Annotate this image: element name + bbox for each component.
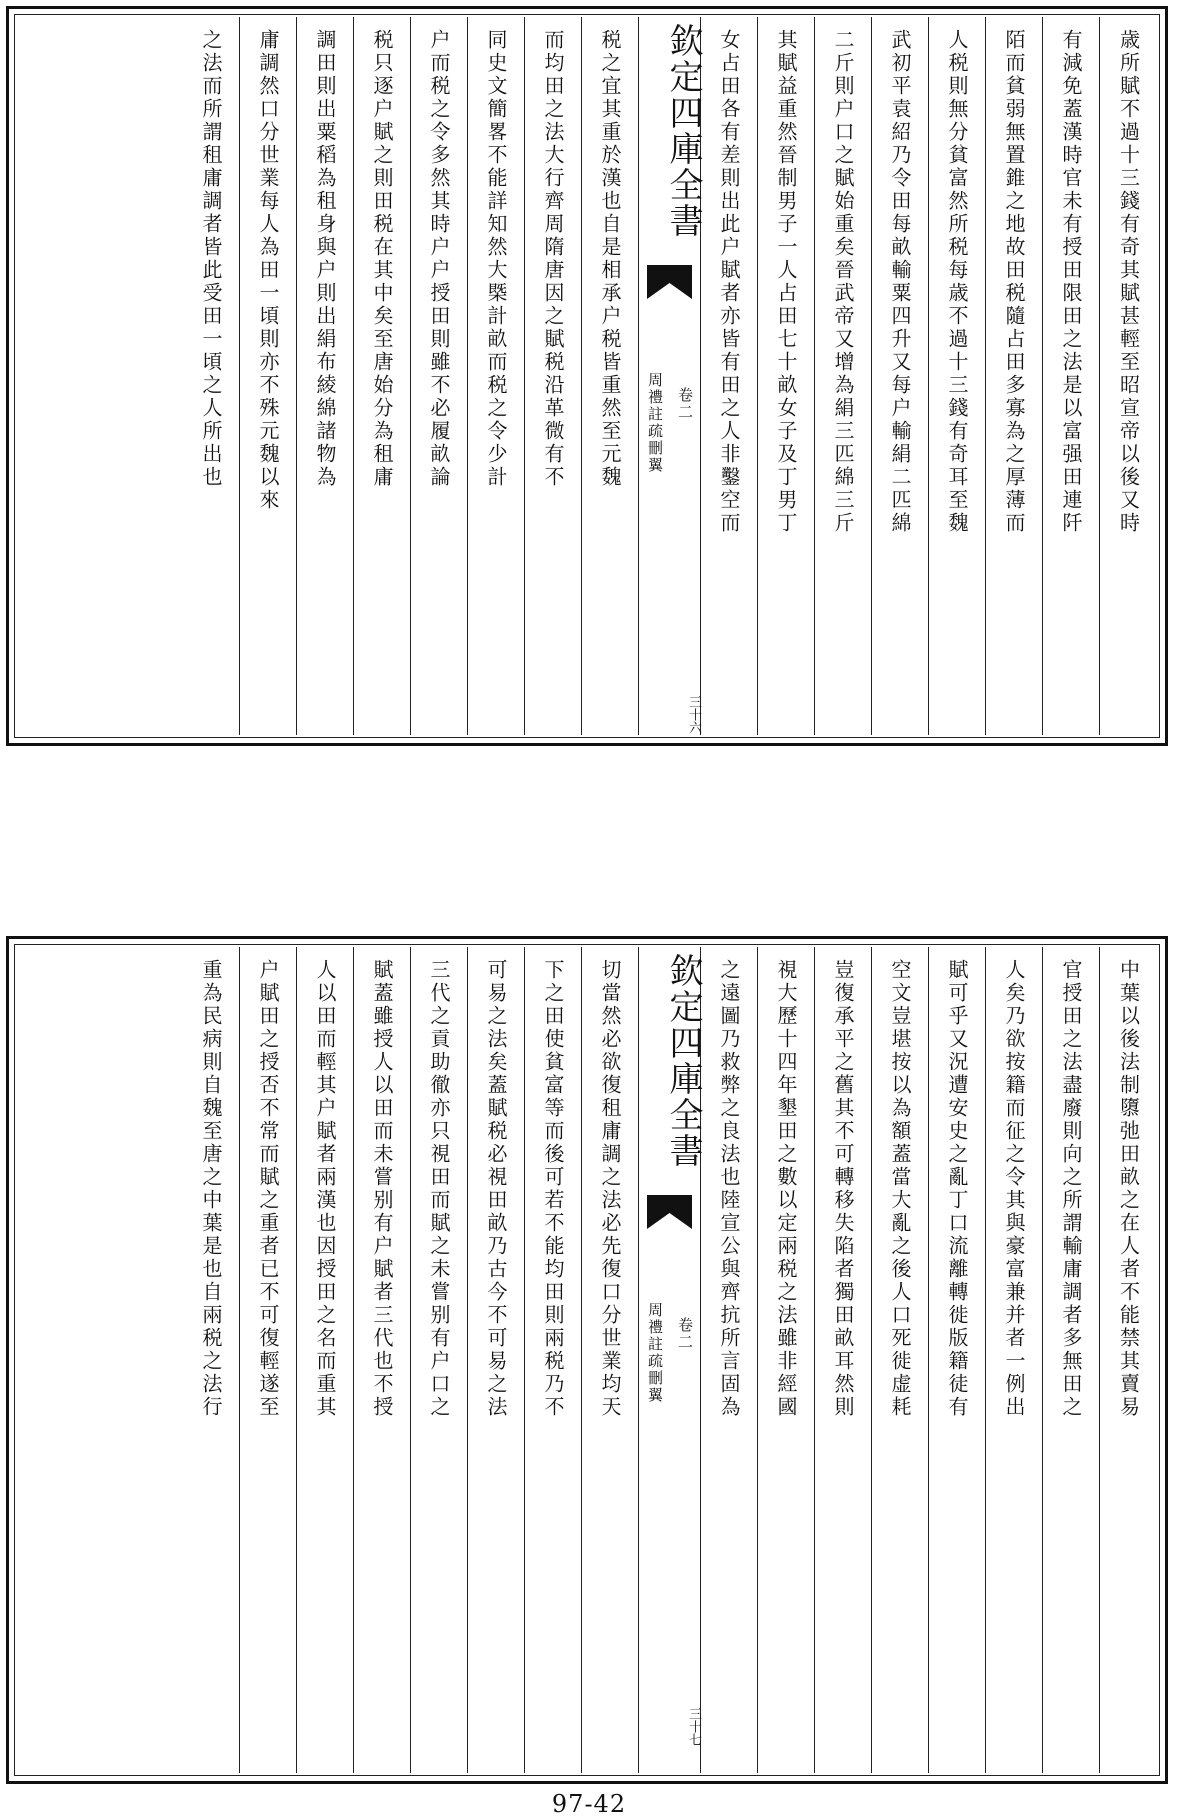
fishtail-mark bbox=[647, 265, 692, 299]
leaf-number: 三十六 bbox=[686, 695, 701, 734]
column: 武初平袁紹乃令田每畝輸粟四升又每户輸絹二匹綿 bbox=[872, 17, 929, 735]
top-columns bbox=[17, 17, 1157, 735]
leaf-number: 三十七 bbox=[686, 1707, 701, 1746]
column: 官授田之法盡廢則向之所謂輸庸調者多無田之 bbox=[1043, 947, 1100, 1773]
column: 税只逐户賦之則田税在其中矣至唐始分為租庸 bbox=[354, 17, 411, 735]
column: 税之宜其重於漢也自是相承户税皆重然至元魏 bbox=[582, 17, 639, 735]
column: 同史文簡畧不能詳知然大槩計畝而税之令少計 bbox=[468, 17, 525, 735]
column: 重為民病則自魏至唐之中葉是也自兩税之法行 bbox=[183, 947, 240, 1773]
column: 空文豈堪按以為額蓋當大亂之後人口死徙虚耗 bbox=[872, 947, 929, 1773]
column: 賦可乎又況遭安史之亂丁口流離轉徙版籍徒有 bbox=[929, 947, 986, 1773]
column: 陌而貧弱無置錐之地故田税隨占田多寡為之厚薄而 bbox=[986, 17, 1043, 735]
column: 賦蓋雖授人以田而未嘗别有户賦者三代也不授 bbox=[354, 947, 411, 1773]
column: 户賦田之授否不常而賦之重者已不可復輕遂至 bbox=[240, 947, 297, 1773]
column: 二斤則户口之賦始重矣晉武帝又增為絹三匹綿三斤 bbox=[815, 17, 872, 735]
book-title: 周禮註疏刪翼 bbox=[646, 1302, 664, 1404]
center-margin bbox=[639, 947, 701, 1773]
column: 其賦益重然晉制男子一人占田七十畝女子及丁男丁 bbox=[758, 17, 815, 735]
column: 切當然必欲復租庸調之法必先復口分世業均天 bbox=[582, 947, 639, 1773]
volume-label: 卷二 bbox=[676, 1317, 694, 1351]
bottom-page bbox=[6, 936, 1168, 1784]
column: 下之田使貧富等而後可若不能均田則兩税乃不 bbox=[525, 947, 582, 1773]
column: 中葉以後法制隳弛田畝之在人者不能禁其賣易 bbox=[1116, 959, 1141, 1419]
column: 豈復承平之舊其不可轉移失陷者獨田畝耳然則 bbox=[815, 947, 872, 1773]
volume-label: 卷二 bbox=[676, 387, 694, 421]
center-margin bbox=[639, 17, 701, 735]
collection-title: 欽定四庫全書 bbox=[663, 953, 703, 1169]
column: 户而税之令多然其時户户授田則雖不必履畝論 bbox=[411, 17, 468, 735]
column: 三代之貢助徹亦只視田而賦之未嘗别有户口之 bbox=[411, 947, 468, 1773]
collection-title: 欽定四庫全書 bbox=[663, 23, 703, 239]
page-number: 97-42 bbox=[551, 1790, 627, 1818]
column: 可易之法矣蓋賦税必視田畝乃古今不可易之法 bbox=[468, 947, 525, 1773]
column: 調田則出粟稻為租身與户則出絹布綾綿諸物為 bbox=[297, 17, 354, 735]
column: 歳所賦不過十三錢有奇其賦甚輕至昭宣帝以後又時 bbox=[1116, 29, 1141, 535]
column: 人矣乃欲按籍而征之令其與豪富兼并者一例出 bbox=[986, 947, 1043, 1773]
top-page bbox=[6, 6, 1168, 746]
column: 而均田之法大行齊周隋唐因之賦税沿革微有不 bbox=[525, 17, 582, 735]
column: 女占田各有差則出此户賦者亦皆有田之人非鑿空而 bbox=[701, 17, 758, 735]
column: 之法而所謂租庸調者皆此受田一頃之人所出也 bbox=[183, 17, 240, 735]
book-title: 周禮註疏刪翼 bbox=[646, 372, 664, 474]
bottom-columns bbox=[17, 947, 1157, 1773]
column: 人税則無分貧富然所税每歳不過十三錢有奇耳至魏 bbox=[929, 17, 986, 735]
column: 人以田而輕其户賦者兩漢也因授田之名而重其 bbox=[297, 947, 354, 1773]
column: 之遠圖乃救弊之良法也陸宣公與齊抗所言固為 bbox=[701, 947, 758, 1773]
column: 有減免蓋漢時官未有授田限田之法是以富强田連阡 bbox=[1043, 17, 1100, 735]
fishtail-mark bbox=[647, 1195, 692, 1229]
column: 庸調然口分世業每人為田一頃則亦不殊元魏以來 bbox=[240, 17, 297, 735]
column: 視大歷十四年墾田之數以定兩税之法雖非經國 bbox=[758, 947, 815, 1773]
